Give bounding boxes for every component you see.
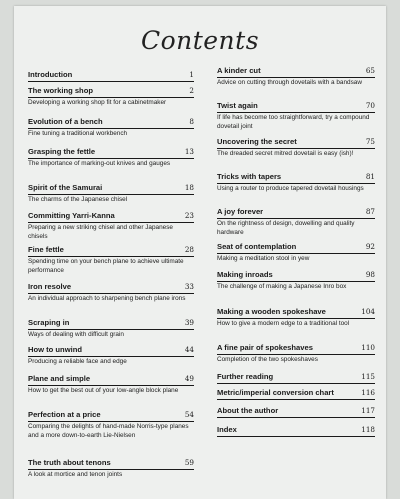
entry-heading: Index (217, 425, 375, 437)
entry-page-number: 2 (189, 86, 194, 95)
contents-entry (28, 183, 194, 205)
contents-entry (28, 318, 194, 340)
contents-entry (28, 458, 194, 480)
entry-heading: A fine pair of spokeshaves (217, 343, 375, 355)
contents-entry (217, 388, 375, 400)
entry-page-number: 33 (184, 282, 194, 291)
contents-entry (217, 270, 375, 292)
contents-entry (217, 372, 375, 384)
contents-entry (28, 117, 194, 139)
entry-heading: About the author (217, 406, 375, 418)
page-title: Contents (140, 26, 260, 55)
entry-description: The dreaded secret mitred dovetail is easy (ish)! (217, 150, 354, 157)
entry-description: Fine tuning a traditional workbench (28, 130, 128, 137)
entry-description: Comparing the delights of hand-made Norris-type planes and a more down-to-earth Lie-Nielsen (28, 423, 189, 439)
contents-entry (217, 66, 375, 88)
entry-page-number: 87 (365, 207, 375, 216)
entry-description: If life has become too straightforward, try a compound dovetail joint (217, 114, 370, 130)
entry-heading: Making a wooden spokeshave (217, 307, 375, 319)
entry-description: Advice on cutting through dovetails with a bandsaw (217, 79, 362, 86)
entry-description: How to give a modern edge to a traditional tool (217, 320, 350, 327)
entry-page-number: 23 (184, 211, 194, 220)
entry-page-number: 54 (184, 410, 194, 419)
entry-heading: Fine fettle (28, 245, 194, 257)
entry-heading: The truth about tenons (28, 458, 194, 470)
contents-entry (28, 245, 194, 275)
entry-description: Ways of dealing with difficult grain (28, 331, 124, 338)
entry-heading: Metric/imperial conversion chart (217, 388, 375, 400)
entry-heading: Tricks with tapers (217, 172, 375, 184)
contents-entry (28, 147, 194, 169)
entry-description: Completion of the two spokeshaves (217, 356, 318, 363)
entry-heading: Grasping the fettle (28, 147, 194, 159)
entry-page-number: 98 (365, 270, 375, 279)
entry-description: The importance of marking-out knives and gauges (28, 160, 171, 167)
entry-description: Making a meditation stool in yew (217, 255, 310, 262)
entry-heading: How to unwind (28, 345, 194, 357)
contents-entry (217, 172, 375, 194)
contents-entry (217, 101, 375, 131)
entry-page-number: 13 (184, 147, 194, 156)
entry-page-number: 8 (189, 117, 194, 126)
entry-page-number: 116 (361, 388, 375, 397)
entry-description: The charms of the Japanese chisel (28, 196, 128, 203)
entry-page-number: 1 (189, 70, 194, 79)
contents-entry (28, 410, 194, 440)
entry-description: On the rightness of design, dowelling and quality hardware (217, 220, 355, 236)
entry-heading: Twist again (217, 101, 375, 113)
contents-entry (28, 345, 194, 367)
entry-page-number: 49 (184, 374, 194, 383)
entry-heading: Spirit of the Samurai (28, 183, 194, 195)
entry-heading: Evolution of a bench (28, 117, 194, 129)
contents-entry (217, 207, 375, 237)
entry-heading: The working shop (28, 86, 194, 98)
entry-page-number: 18 (184, 183, 194, 192)
contents-entry (217, 242, 375, 264)
entry-page-number: 81 (365, 172, 375, 181)
entry-page-number: 44 (184, 345, 194, 354)
entry-heading: A joy forever (217, 207, 375, 219)
contents-entry (28, 211, 194, 241)
entry-page-number: 117 (361, 406, 375, 415)
entry-heading: Plane and simple (28, 374, 194, 386)
contents-page (14, 6, 386, 499)
entry-page-number: 118 (361, 425, 375, 434)
entry-heading: Making inroads (217, 270, 375, 282)
entry-description: Developing a working shop fit for a cabinetmaker (28, 99, 167, 106)
entry-page-number: 28 (184, 245, 194, 254)
entry-description: How to get the best out of your low-angle block plane (28, 387, 179, 394)
contents-entry (217, 425, 375, 437)
contents-entry (217, 406, 375, 418)
entry-description: A look at mortice and tenon joints (28, 471, 123, 478)
entry-heading: Further reading (217, 372, 375, 384)
entry-description: Preparing a new striking chisel and other Japanese chisels (28, 224, 173, 240)
entry-page-number: 104 (361, 307, 375, 316)
entry-description: The challenge of making a Japanese Inro box (217, 283, 347, 290)
entry-page-number: 75 (365, 137, 375, 146)
entry-heading: Seat of contemplation (217, 242, 375, 254)
entry-heading: A kinder cut (217, 66, 375, 78)
contents-entry (217, 343, 375, 365)
entry-heading: Introduction (28, 70, 194, 82)
contents-entry (28, 70, 194, 82)
entry-page-number: 65 (365, 66, 375, 75)
entry-heading: Perfection at a price (28, 410, 194, 422)
contents-entry (28, 86, 194, 108)
entry-heading: Scraping in (28, 318, 194, 330)
entry-description: Using a router to produce tapered dovetail housings (217, 185, 364, 192)
contents-entry (217, 307, 375, 329)
contents-entry (28, 374, 194, 396)
entry-heading: Committing Yarri-Kanna (28, 211, 194, 223)
entry-page-number: 92 (365, 242, 375, 251)
entry-page-number: 59 (184, 458, 194, 467)
contents-entry (217, 137, 375, 159)
entry-heading: Iron resolve (28, 282, 194, 294)
entry-page-number: 39 (184, 318, 194, 327)
contents-entry (28, 282, 194, 304)
entry-page-number: 110 (361, 343, 375, 352)
entry-description: Producing a reliable face and edge (28, 358, 127, 365)
entry-description: Spending time on your bench plane to achieve ultimate performance (28, 258, 184, 274)
entry-page-number: 70 (365, 101, 375, 110)
entry-description: An individual approach to sharpening bench plane irons (28, 295, 186, 302)
entry-heading: Uncovering the secret (217, 137, 375, 149)
entry-page-number: 115 (361, 372, 375, 381)
